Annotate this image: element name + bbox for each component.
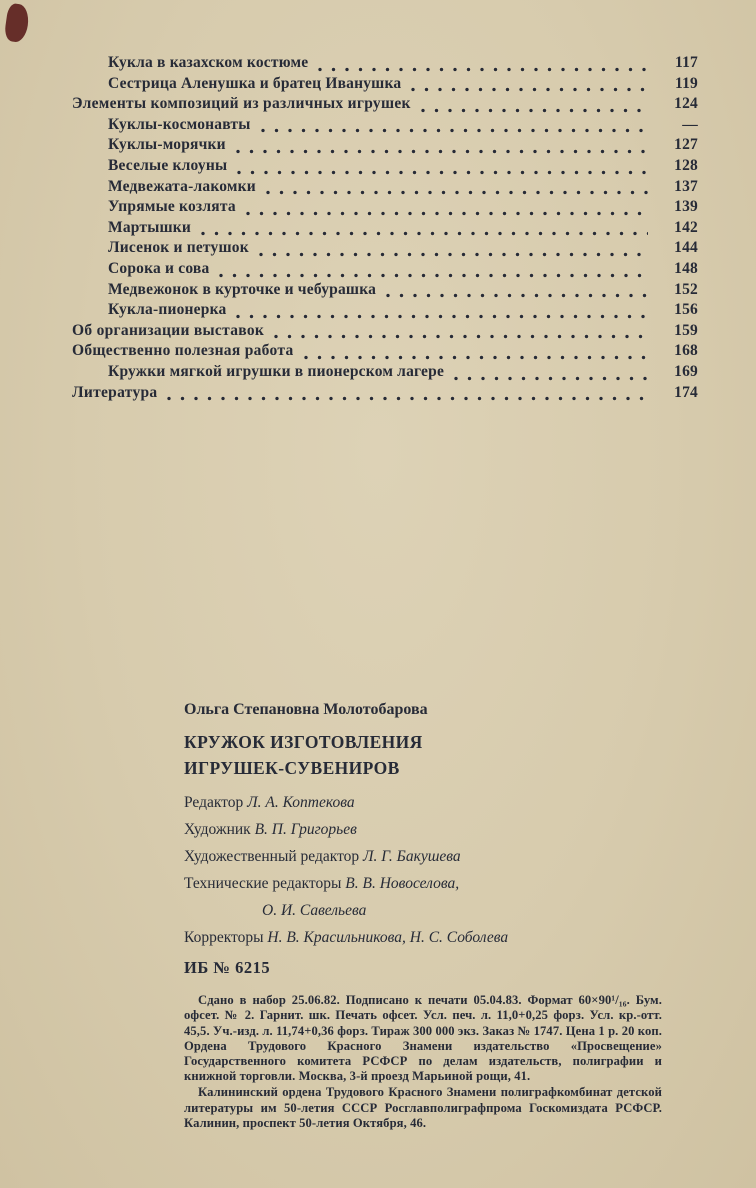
toc-entry (72, 322, 698, 343)
toc-entry-page: 117 (675, 54, 698, 71)
dot-leader (167, 396, 648, 401)
credit-name: О. И. Савельева (262, 902, 367, 920)
dot-leader (411, 87, 648, 92)
toc-entry-page: 124 (674, 95, 698, 113)
toc-entry-label: Веселые клоуны (108, 156, 228, 174)
dot-leader (219, 273, 648, 278)
toc-entry-label: Мартышки (108, 218, 192, 236)
credit-name: Н. В. Красильникова, Н. С. Соболева (267, 929, 509, 947)
dot-leader (274, 334, 648, 339)
toc-entry (72, 281, 698, 302)
dot-leader (236, 149, 648, 154)
toc-entry (72, 136, 698, 157)
toc-entry (72, 95, 698, 116)
toc-entry (72, 116, 698, 137)
credit-name: Л. А. Коптекова (247, 794, 355, 812)
credit-line (184, 874, 666, 894)
toc-entry (72, 54, 698, 75)
credit-line (184, 901, 666, 921)
scan-artifact (3, 3, 30, 44)
toc-entry (72, 301, 698, 322)
toc-entry-page: 119 (675, 74, 698, 92)
toc-entry-label: Лисенок и петушок (108, 239, 249, 257)
toc-entry-page: 144 (674, 239, 698, 257)
toc-entry-page: 142 (674, 218, 698, 236)
dot-leader (266, 190, 648, 195)
dot-leader (318, 67, 648, 72)
toc-entry-page: 168 (674, 342, 698, 360)
toc-entry-label: Куклы-космонавты (108, 115, 251, 133)
toc-entry-page: 139 (674, 198, 698, 216)
toc-entry (72, 198, 698, 219)
toc-entry-label: Кукла в казахском костюме (108, 54, 309, 71)
dot-leader (237, 170, 648, 175)
dot-leader (246, 211, 648, 216)
toc-entry-label: Об организации выставок (72, 321, 265, 339)
toc-entry-page: 174 (674, 383, 698, 401)
toc-entry-label: Общественно полезная работа (72, 342, 294, 360)
toc-entry (72, 260, 698, 281)
book-title-line2: ИГРУШЕК-СУВЕНИРОВ (184, 758, 400, 779)
imprint-paragraph-2: Калининский ордена Трудового Красного Знамени полиграфкомбинат детской литературы им 50-летия СССР Росглавполиграфпрома Госкомиздата РСФСР. Калинин, проспект 50-летия Октября, 46. (184, 1085, 662, 1130)
imprint-paragraph-1: Сдано в набор 25.06.82. Подписано к печати 05.04.83. Формат 60×90¹/₁₆. Бум. офсет. № 2. Гарнит. шк. Печать офсет. Усл. печ. л. 11,0+0,25 форз. Усл. кр.-отт. 45,5. Уч.-изд. л. 11,74+0,36 форз. Тираж 300 000 экз. Заказ № 1747. Цена 1 р. 20 коп. Ордена Трудового Красного Знамени издательство «Просвещение» Государственного комитета РСФСР по делам издательств, полиграфии и книжной торговли. Москва, 3-й проезд Марьиной рощи, 41. (184, 993, 662, 1084)
toc-entry (72, 239, 698, 260)
toc-entry (72, 363, 698, 384)
toc-entry (72, 219, 698, 240)
credit-role: Технические редакторы (184, 875, 342, 893)
credit-line (184, 820, 666, 840)
toc-entry-label: Упрямые козлята (108, 198, 236, 216)
toc-entry-label: Сестрица Аленушка и братец Иванушка (108, 74, 402, 92)
credit-role: Редактор (184, 794, 244, 812)
toc-entry-page: 148 (674, 259, 698, 277)
toc-entry-page: 152 (674, 280, 698, 298)
dot-leader (386, 293, 648, 298)
toc-entry-label: Медвежонок в курточке и чебурашка (108, 280, 377, 298)
credit-name: Л. Г. Бакушева (363, 848, 461, 866)
toc-entry-page: 156 (674, 301, 698, 319)
dot-leader (259, 252, 648, 257)
toc-entry-page: 159 (674, 321, 698, 339)
toc-entry (72, 342, 698, 363)
toc-entry-page: 137 (674, 177, 698, 195)
ib-number: ИБ № 6215 (184, 958, 271, 978)
toc-entry-label: Сорока и сова (108, 259, 210, 277)
toc-entry-label: Куклы-морячки (108, 136, 226, 154)
dot-leader (304, 355, 648, 360)
toc-entry-page: 128 (674, 156, 698, 174)
toc-entry-page: — (682, 115, 698, 133)
credit-role: Корректоры (184, 929, 264, 947)
dot-leader (201, 231, 648, 236)
author-name: Ольга Степановна Молотобарова (184, 701, 428, 719)
table-of-contents (72, 54, 698, 404)
credit-line (184, 928, 666, 948)
dot-leader (236, 314, 648, 319)
credit-line (184, 793, 666, 813)
credit-name: В. П. Григорьев (254, 821, 357, 839)
toc-entry (72, 157, 698, 178)
toc-entry-label: Литература (72, 383, 158, 401)
book-title-line1: КРУЖОК ИЗГОТОВЛЕНИЯ (184, 732, 423, 753)
toc-entry-page: 127 (674, 136, 698, 154)
credit-line (184, 847, 666, 867)
toc-entry-label: Элементы композиций из различных игрушек (72, 95, 411, 113)
toc-entry-label: Медвежата-лакомки (108, 177, 256, 195)
credit-role: Художественный редактор (184, 848, 360, 866)
toc-entry-page: 169 (674, 362, 698, 380)
toc-entry (72, 384, 698, 405)
dot-leader (454, 376, 648, 381)
colophon (184, 700, 666, 1131)
toc-entry (72, 178, 698, 199)
toc-entry-label: Кукла-пионерка (108, 301, 227, 319)
credit-role: Художник (184, 821, 251, 839)
credit-name: В. В. Новоселова, (345, 875, 460, 893)
toc-entry-label: Кружки мягкой игрушки в пионерском лагере (108, 362, 445, 380)
toc-entry (72, 75, 698, 96)
dot-leader (421, 108, 648, 113)
dot-leader (261, 128, 648, 133)
book-title (184, 729, 666, 781)
